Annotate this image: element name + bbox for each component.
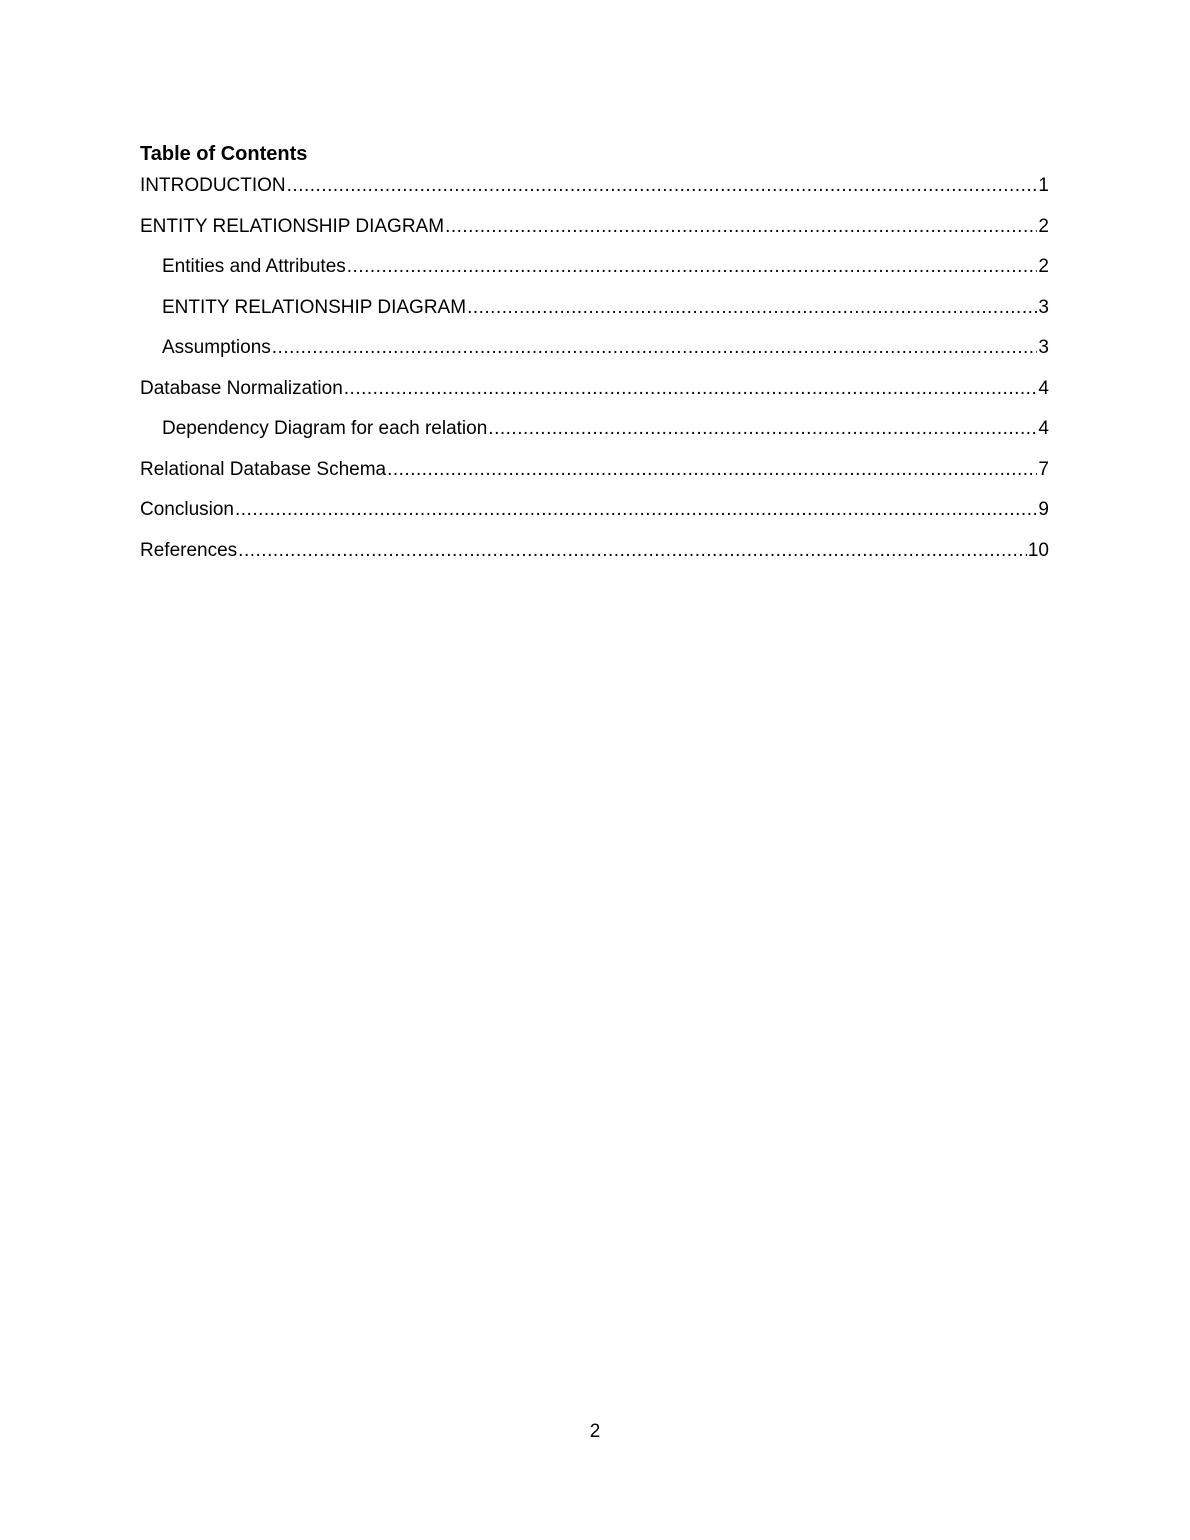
toc-entry-text: Entities and Attributes xyxy=(162,256,346,277)
toc-entry-text: Relational Database Schema xyxy=(140,458,387,480)
toc-entry-introduction[interactable] xyxy=(140,172,1049,213)
toc-entry-text: Assumptions xyxy=(162,337,271,358)
toc-entry-conclusion[interactable] xyxy=(140,496,1049,537)
toc-dot-leader xyxy=(445,213,1037,241)
toc-entry-page: 3 xyxy=(1038,296,1049,318)
toc-entry-entity-relationship-diagram[interactable] xyxy=(140,213,1049,254)
toc-entry-entity-relationship-diagram-sub[interactable] xyxy=(140,294,1049,335)
toc-entry-text: INTRODUCTION xyxy=(140,175,286,196)
toc-entry-page: 7 xyxy=(1038,458,1049,480)
toc-entry-text: Conclusion xyxy=(140,499,234,520)
toc-entry-text: ENTITY RELATIONSHIP DIAGRAM xyxy=(140,215,445,237)
toc-entry-page: 9 xyxy=(1038,499,1049,520)
toc-entry-relational-database-schema[interactable] xyxy=(140,456,1049,497)
toc-entry-references[interactable] xyxy=(140,537,1049,578)
toc-dot-leader xyxy=(467,294,1037,322)
toc-entry-page: 4 xyxy=(1038,377,1049,399)
toc-entry-text: References xyxy=(140,539,238,561)
toc-dot-leader xyxy=(235,496,1037,524)
toc-entry-page: 1 xyxy=(1038,175,1049,196)
toc-entry-page: 2 xyxy=(1038,256,1049,277)
toc-entry-page: 4 xyxy=(1038,418,1049,439)
toc-entry-page: 10 xyxy=(1027,539,1049,561)
toc-entry-dependency-diagram[interactable] xyxy=(140,415,1049,456)
page-number: 2 xyxy=(589,1421,601,1442)
toc-entry-text: Dependency Diagram for each relation xyxy=(162,418,488,439)
toc-entry-page: 3 xyxy=(1038,337,1049,358)
toc-dot-leader xyxy=(344,375,1038,403)
toc-entry-database-normalization[interactable] xyxy=(140,375,1049,416)
table-of-contents xyxy=(140,172,1049,577)
toc-dot-leader xyxy=(387,456,1037,484)
toc-entry-page: 2 xyxy=(1038,215,1049,237)
toc-entry-text: ENTITY RELATIONSHIP DIAGRAM xyxy=(162,296,467,318)
toc-entry-assumptions[interactable] xyxy=(140,334,1049,375)
toc-dot-leader xyxy=(238,537,1027,565)
toc-dot-leader xyxy=(287,172,1038,200)
toc-entry-text: Database Normalization xyxy=(140,377,343,399)
toc-entry-entities-and-attributes[interactable] xyxy=(140,253,1049,294)
toc-dot-leader xyxy=(488,415,1037,443)
toc-dot-leader xyxy=(347,253,1038,281)
toc-dot-leader xyxy=(272,334,1038,362)
toc-heading: Table of Contents xyxy=(140,143,308,165)
